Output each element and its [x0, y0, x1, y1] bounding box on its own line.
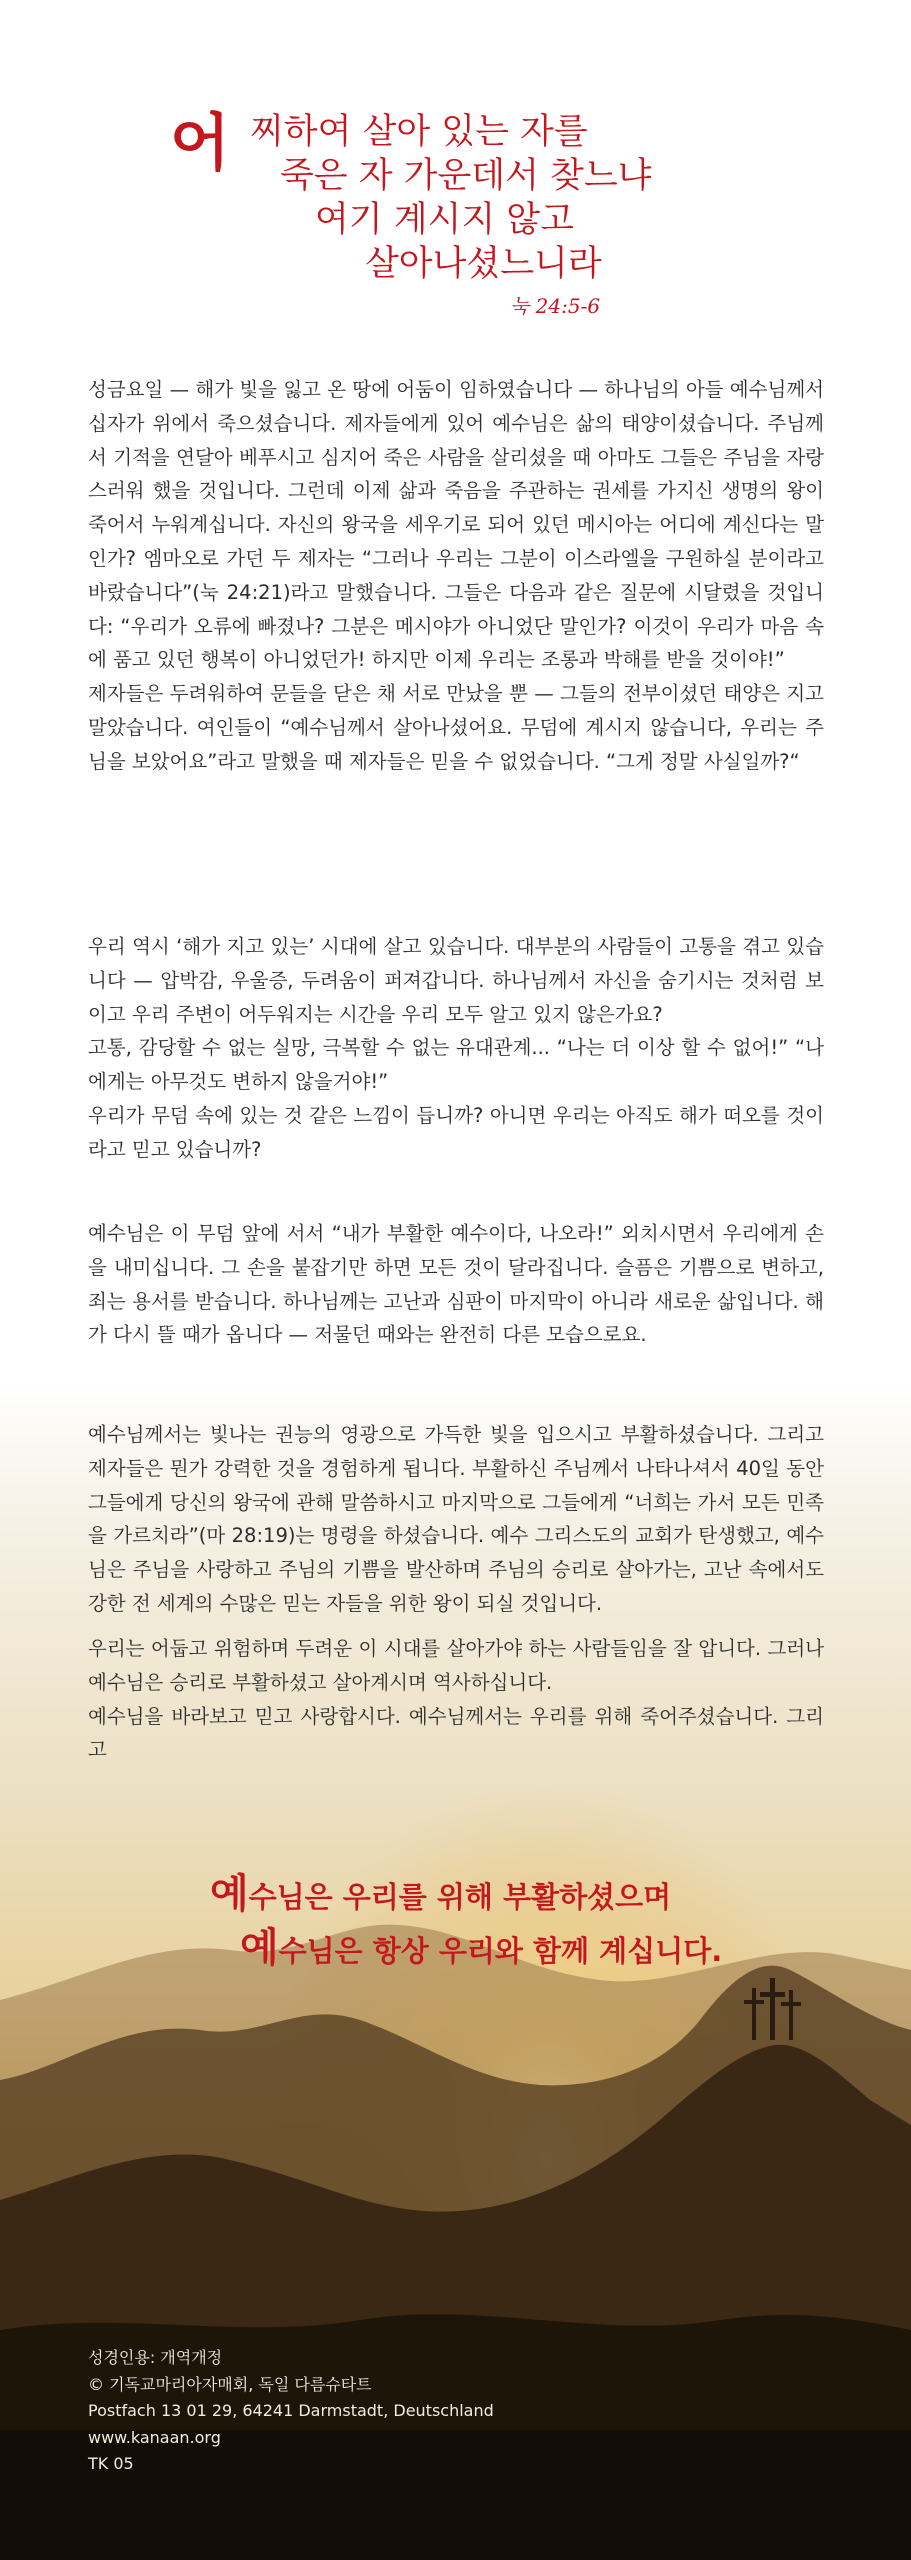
verse-line-2: 죽은 자 가운데서 찾느냐	[280, 156, 652, 196]
paragraph-believe: 우리는 어둡고 위험하며 두려운 이 시대를 살아가야 하는 사람들임을 잘 압니다. 그러나 예수님은 승리로 부활하셨고 살아계시며 역사하십니다. 예수님을 바라보고 믿고 사랑합시다. 예수님께서는 우리를 위해 죽어주셨습니다. 그리고	[88, 1637, 824, 1762]
footer-tract-code: TK 05	[88, 2454, 134, 2473]
verse-line-3: 여기 계시지 않고	[315, 200, 574, 240]
closing-line-2-initial: 예	[240, 1925, 279, 1971]
closing-line-1-text: 수님은 우리를 위해 부활하셨으며	[248, 1880, 672, 1914]
publisher-footer	[88, 2345, 688, 2478]
closing-line-1	[210, 1862, 671, 1919]
footer-copyright: © 기독교마리아자매회, 독일 다름슈타트	[88, 2374, 372, 2394]
closing-line-1-initial: 예	[210, 1871, 249, 1917]
closing-line-2-text: 수님은 항상 우리와 함께 계십니다.	[278, 1934, 723, 1968]
paragraph-come-out: 예수님은 이 무덤 앞에 서서 “내가 부활한 예수이다, 나오라!” 외치시면서 우리에게 손을 내미십니다. 그 손을 붙잡기만 하면 모든 것이 달라집니다. 슬픔은 기쁨으로 변하고, 죄는 용서를 받습니다. 하나님께는 고난과 심판이 마지막이 아니라 새로운 삶입니다. 해가 다시 뜰 때가 옵니다 — 저물던 때와는 완전히 다른 모습으로요.	[88, 1222, 824, 1347]
paragraph-our-times: 우리 역시 ‘해가 지고 있는’ 시대에 살고 있습니다. 대부분의 사람들이 고통을 겪고 있습니다 — 압박감, 우울증, 두려움이 퍼져갑니다. 하나님께서 자신을 숨기시는 것처럼 보이고 우리 주변이 어두워지는 시간을 우리 모두 알고 있지 않은가요? 고통, 감당할 수 없는 실망, 극복할 수 없는 유대관계... “나는 더 이상 할 수 없어!” “나에게는 아무것도 변하지 않을거야!” 우리가 무덤 속에 있는 것 같은 느낌이 듭니까? 아니면 우리는 아직도 해가 떠오를 것이라고 믿고 있습니까?	[88, 935, 824, 1161]
footer-website: www.kanaan.org	[88, 2427, 221, 2447]
verse-reference: 눅 24:5-6	[510, 294, 601, 318]
footer-bible-citation: 성경인용: 개역개정	[88, 2348, 223, 2367]
verse-line-1: 찌하여 살아 있는 자를	[250, 112, 588, 152]
verse-drop-cap: 어	[170, 106, 230, 179]
paragraph-good-friday: 성금요일 — 해가 빛을 잃고 온 땅에 어둠이 임하였습니다 — 하나님의 아들 예수님께서 십자가 위에서 죽으셨습니다. 제자들에게 있어 예수님은 삶의 태양이셨습니다. 주님께서 기적을 연달아 베푸시고 심지어 죽은 사람을 살리셨을 때 아마도 그들은 주님을 자랑스러워 했을 것입니다. 그런데 이제 삶과 죽음을 주관하는 권세를 가지신 생명의 왕이 죽어서 누워계십니다. 자신의 왕국을 세우기로 되어 있던 메시아는 어디에 계신다는 말인가? 엠마오로 가던 두 제자는 “그러나 우리는 그분이 이스라엘을 구원하실 분이라고 바랐습니다”(눅 24:21)라고 말했습니다. 그들은 다음과 같은 질문에 시달렸을 것입니다: “우리가 오류에 빠졌나? 그분은 메시야가 아니었단 말인가? 이것이 우리가 마음 속에 품고 있던 행복이 아니었던가! 하지만 이제 우리는 조롱과 박해를 받을 것이야!” 제자들은 두려워하여 문들을 닫은 채 서로 만났을 뿐 — 그들의 전부이셨던 태양은 지고 말았습니다. 여인들이 “예수님께서 살아나셨어요. 무덤에 계시지 않습니다, 우리는 주님을 보았어요”라고 말했을 때 제자들은 믿을 수 없었습니다. “그게 정말 사실일까?“	[88, 378, 824, 773]
closing-line-2	[240, 1916, 722, 1973]
paragraph-resurrection: 예수님께서는 빛나는 권능의 영광으로 가득한 빛을 입으시고 부활하셨습니다. 그리고 제자들은 뭔가 강력한 것을 경험하게 됩니다. 부활하신 주님께서 나타나셔서 40일 동안 그들에게 당신의 왕국에 관해 말씀하시고 마지막으로 그들에게 “너희는 가서 모든 민족을 가르치라”(마 28:19)는 명령을 하셨습니다. 예수 그리스도의 교회가 탄생했고, 예수님은 주님을 사랑하고 주님의 기쁨을 발산하며 주님의 승리로 살아가는, 고난 속에서도 강한 전 세계의 수많은 믿는 자들을 위한 왕이 되실 것입니다.	[88, 1423, 824, 1615]
verse-line-4: 살아나셨느니라	[365, 244, 602, 284]
footer-address: Postfach 13 01 29, 64241 Darmstadt, Deutschland	[88, 2401, 494, 2420]
